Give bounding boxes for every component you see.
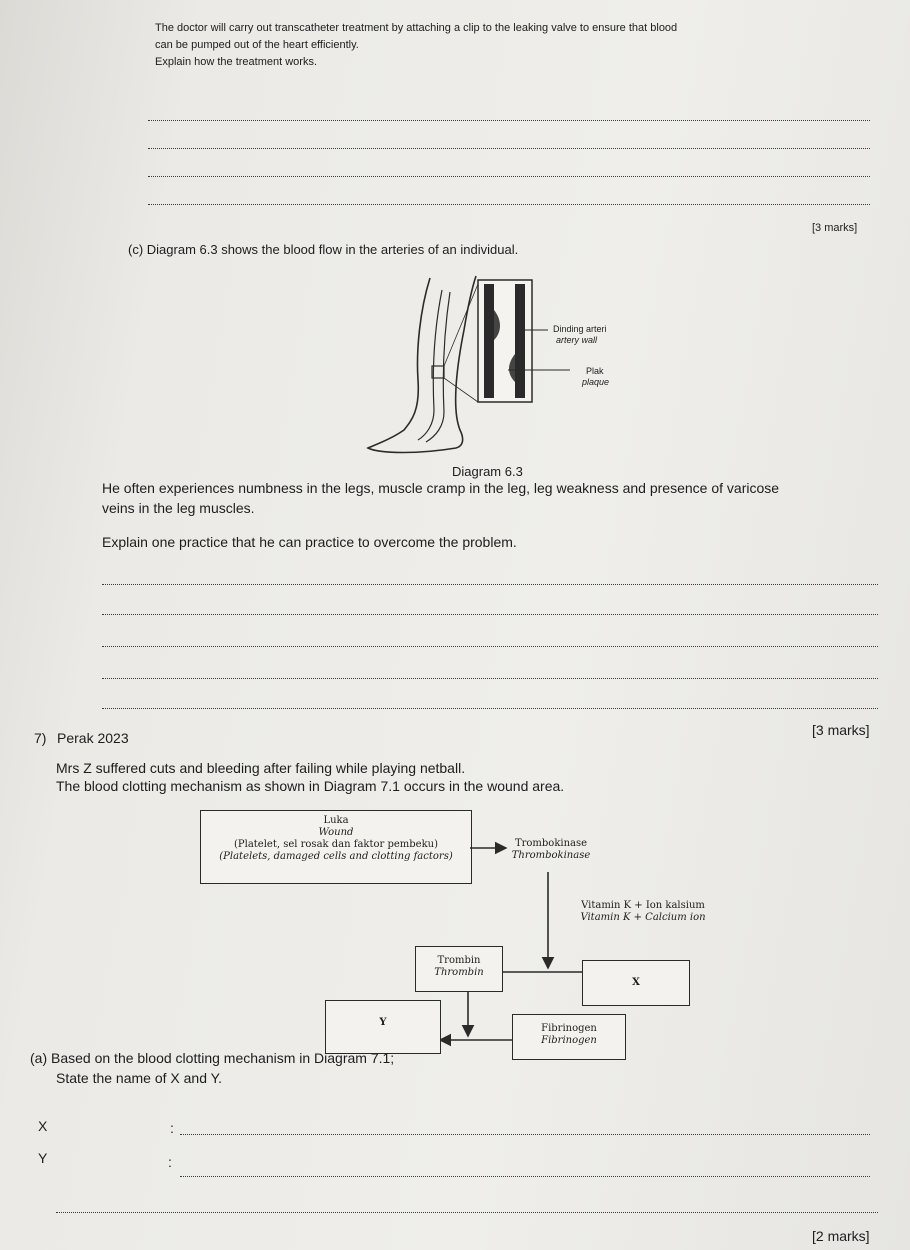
question-c-text-1: He often experiences numbness in the legs, muscle cramp in the leg, leg weakness and presence of varicose	[102, 480, 780, 496]
label-plaque-ms: Plak	[586, 366, 604, 376]
x-answer-label: X	[38, 1118, 48, 1134]
part-a-marks: [2 marks]	[812, 1228, 870, 1244]
diagram-6-3-caption: Diagram 6.3	[452, 464, 523, 479]
label-artery-wall-en: artery wall	[556, 335, 598, 345]
thrombin-box: Trombin Thrombin	[415, 946, 503, 992]
question-c-text-2: veins in the leg muscles.	[102, 500, 255, 516]
x-answer-line[interactable]	[180, 1134, 870, 1135]
label-plaque-en: plaque	[582, 377, 610, 387]
y-colon: :	[168, 1154, 172, 1170]
thrombokinase-label: Trombokinase Thrombokinase	[511, 838, 591, 861]
vitamin-k-label: Vitamin K + Ion kalsium Vitamin K + Calcium ion	[580, 900, 706, 923]
answer-line[interactable]	[56, 1212, 878, 1213]
question-b-line-2: can be pumped out of the heart efficiently.	[155, 39, 359, 51]
question-c-marks: [3 marks]	[812, 722, 870, 738]
question-b-line-3: Explain how the treatment works.	[155, 56, 318, 68]
question-7-source: Perak 2023	[57, 730, 129, 746]
x-box: X	[582, 960, 690, 1006]
y-answer-line[interactable]	[180, 1176, 870, 1177]
y-box: Y	[325, 1000, 441, 1054]
part-a-line-1: (a) Based on the blood clotting mechanism in Diagram 7.1;	[30, 1050, 395, 1066]
question-c-intro: (c) Diagram 6.3 shows the blood flow in the arteries of an individual.	[128, 242, 519, 257]
question-7-number: 7)	[34, 730, 47, 746]
part-a-line-2: State the name of X and Y.	[56, 1070, 223, 1086]
label-artery-wall-ms: Dinding arteri	[553, 324, 607, 334]
x-colon: :	[170, 1120, 174, 1136]
wound-box: Luka Wound (Platelet, sel rosak dan faktor pembeku) (Platelets, damaged cells and clotting factors)	[200, 810, 472, 884]
y-answer-label: Y	[38, 1150, 48, 1166]
question-b-line-1: The doctor will carry out transcatheter treatment by attaching a clip to the leaking valve to ensure that blood	[155, 22, 678, 34]
question-b-marks: [3 marks]	[812, 222, 858, 234]
fibrinogen-box: Fibrinogen Fibrinogen	[512, 1014, 626, 1060]
question-c-prompt: Explain one practice that he can practice to overcome the problem.	[102, 534, 517, 550]
question-7-scenario-1: Mrs Z suffered cuts and bleeding after failing while playing netball.	[56, 760, 466, 776]
question-7-scenario-2: The blood clotting mechanism as shown in Diagram 7.1 occurs in the wound area.	[56, 778, 565, 794]
